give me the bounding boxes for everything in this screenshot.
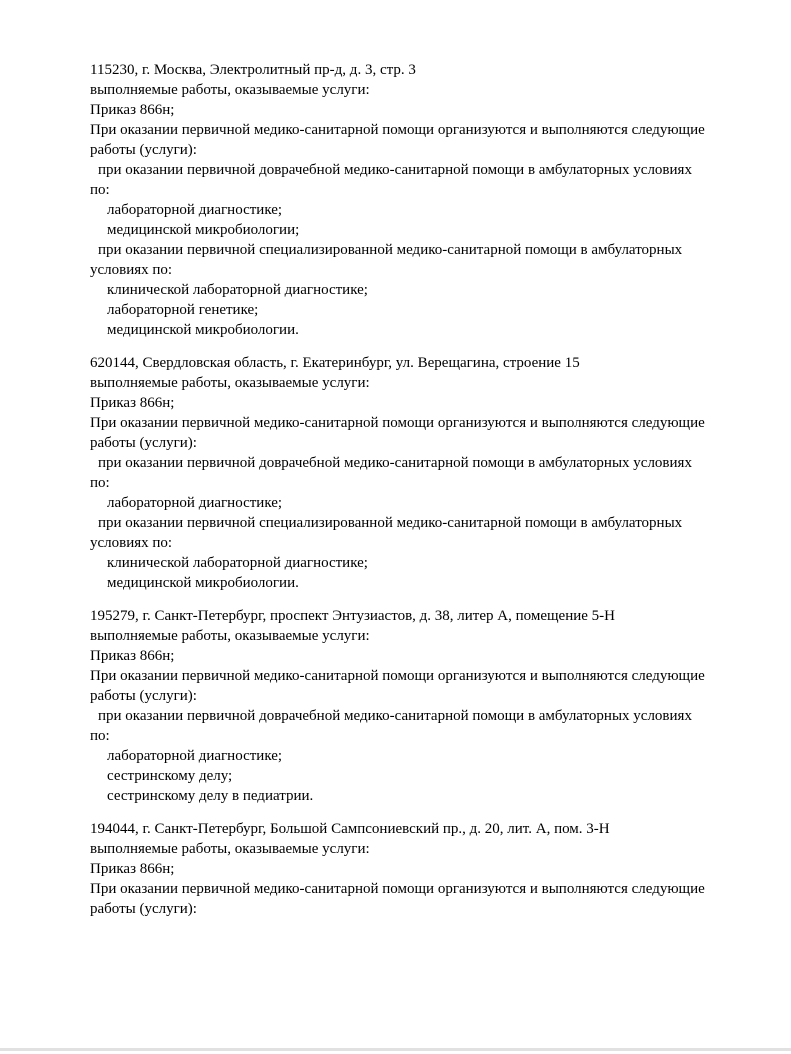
paragraph-line: работы (услуги): xyxy=(90,901,197,917)
paragraph-line: При оказании первичной медико-санитарной помощи организуются и выполняются следующие xyxy=(90,415,705,431)
paragraph-line: при оказании первичной доврачебной медико-санитарной помощи в амбулаторных условиях xyxy=(98,455,692,471)
license-address-block xyxy=(90,353,750,593)
order-line: Приказ 866н; xyxy=(90,102,175,118)
paragraph-line: по: xyxy=(90,475,110,491)
paragraph-line: При оказании первичной медико-санитарной помощи организуются и выполняются следующие xyxy=(90,668,705,684)
service-item-line: лабораторной диагностике; xyxy=(107,495,283,511)
paragraph-line: при оказании первичной доврачебной медико-санитарной помощи в амбулаторных условиях xyxy=(98,162,692,178)
license-address-block xyxy=(90,60,750,340)
service-item-line: сестринскому делу; xyxy=(107,768,233,784)
services-label-line: выполняемые работы, оказываемые услуги: xyxy=(90,628,370,644)
license-address-block xyxy=(90,819,750,919)
paragraph-line: при оказании первичной специализированной медико-санитарной помощи в амбулаторных xyxy=(98,515,683,531)
paragraph-line: по: xyxy=(90,728,110,744)
service-item-line: медицинской микробиологии. xyxy=(107,575,299,591)
paragraph-line: При оказании первичной медико-санитарной помощи организуются и выполняются следующие xyxy=(90,881,705,897)
service-item-line: клинической лабораторной диагностике; xyxy=(107,555,368,571)
service-item-line: лабораторной генетике; xyxy=(107,302,259,318)
address-line: 194044, г. Санкт-Петербург, Большой Сампсониевский пр., д. 20, лит. А, пом. 3-Н xyxy=(90,821,610,837)
order-line: Приказ 866н; xyxy=(90,861,175,877)
address-line: 620144, Свердловская область, г. Екатеринбург, ул. Верещагина, строение 15 xyxy=(90,355,580,371)
service-item-line: клинической лабораторной диагностике; xyxy=(107,282,368,298)
services-label-line: выполняемые работы, оказываемые услуги: xyxy=(90,82,370,98)
service-item-line: лабораторной диагностике; xyxy=(107,748,283,764)
paragraph-line: условиях по: xyxy=(90,535,173,551)
bottom-divider xyxy=(0,1048,791,1051)
license-address-block xyxy=(90,606,750,806)
services-label-line: выполняемые работы, оказываемые услуги: xyxy=(90,375,370,391)
paragraph-line: работы (услуги): xyxy=(90,435,197,451)
paragraph-line: условиях по: xyxy=(90,262,173,278)
services-label-line: выполняемые работы, оказываемые услуги: xyxy=(90,841,370,857)
paragraph-line: При оказании первичной медико-санитарной помощи организуются и выполняются следующие xyxy=(90,122,705,138)
address-line: 115230, г. Москва, Электролитный пр-д, д. 3, стр. 3 xyxy=(90,62,416,78)
paragraph-line: работы (услуги): xyxy=(90,142,197,158)
service-item-line: медицинской микробиологии. xyxy=(107,322,299,338)
document-body xyxy=(90,60,750,919)
order-line: Приказ 866н; xyxy=(90,395,175,411)
paragraph-line: при оказании первичной специализированной медико-санитарной помощи в амбулаторных xyxy=(98,242,683,258)
address-line: 195279, г. Санкт-Петербург, проспект Энтузиастов, д. 38, литер А, помещение 5-Н xyxy=(90,608,615,624)
service-item-line: лабораторной диагностике; xyxy=(107,202,283,218)
service-item-line: сестринскому делу в педиатрии. xyxy=(107,788,314,804)
paragraph-line: по: xyxy=(90,182,110,198)
paragraph-line: при оказании первичной доврачебной медико-санитарной помощи в амбулаторных условиях xyxy=(98,708,692,724)
order-line: Приказ 866н; xyxy=(90,648,175,664)
paragraph-line: работы (услуги): xyxy=(90,688,197,704)
service-item-line: медицинской микробиологии; xyxy=(107,222,300,238)
